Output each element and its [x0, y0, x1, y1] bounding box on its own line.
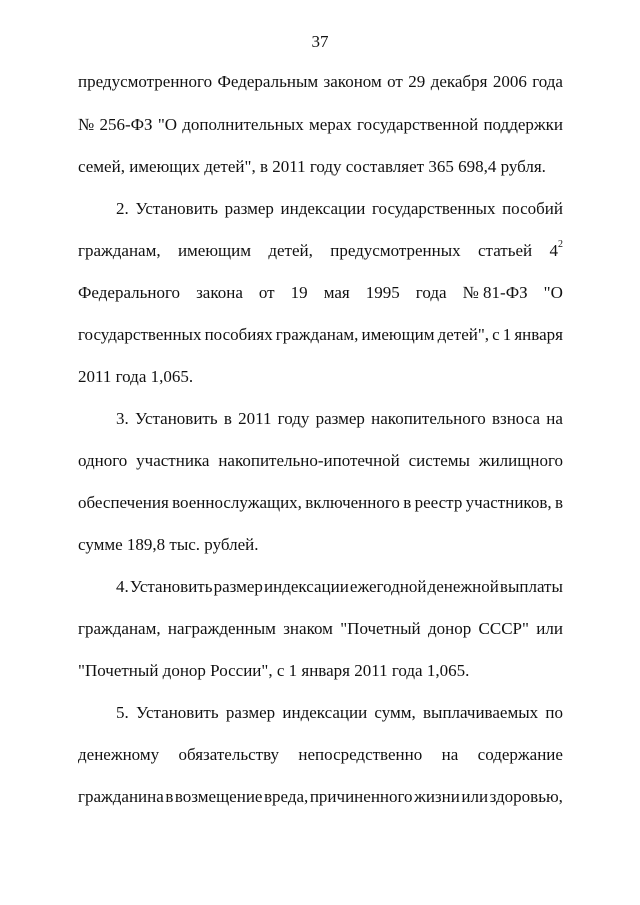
text-line	[78, 115, 563, 137]
word: 2.	[116, 199, 129, 218]
word: имеющим	[177, 241, 251, 260]
word: выплачиваемых	[423, 703, 539, 722]
word: причиненного	[309, 787, 413, 806]
word: года	[415, 283, 447, 302]
word: СССР"	[478, 619, 529, 638]
word: поддержки	[483, 115, 563, 134]
word: гражданам,	[275, 325, 359, 344]
word: непосредственно	[298, 745, 423, 764]
word: 19	[290, 283, 308, 302]
word: Установить	[134, 409, 218, 428]
word: года	[532, 72, 563, 91]
word: дополнительных	[182, 115, 304, 134]
word: пособиях	[204, 325, 273, 344]
word: 1995	[365, 283, 400, 302]
word: государственных	[78, 325, 202, 344]
word: жизни	[414, 787, 460, 806]
word: знаком	[283, 619, 333, 638]
word: взноса	[491, 409, 541, 428]
word: № 81-ФЗ	[462, 283, 528, 302]
text-line	[78, 451, 563, 473]
word: размер	[224, 199, 274, 218]
word: статьей	[478, 241, 533, 260]
word: от	[387, 72, 403, 91]
word: на	[441, 745, 459, 764]
word: мая	[323, 283, 350, 302]
word: гражданина	[78, 787, 164, 806]
word: индексации	[282, 703, 368, 722]
word: денежному	[78, 745, 160, 764]
text-line	[78, 72, 563, 94]
text-line	[116, 577, 563, 599]
text-line: семей, имеющих детей", в 2011 году составляет 365 698,4 рубля.	[78, 157, 546, 176]
word: закона	[196, 283, 243, 302]
text-line	[116, 409, 563, 431]
word: году	[277, 409, 310, 428]
word: Федерального	[78, 283, 181, 302]
word: в	[554, 493, 563, 512]
word: системы	[408, 451, 470, 470]
word: накопительно-ипотечной	[218, 451, 400, 470]
word: в	[403, 493, 412, 512]
word: имеющим	[361, 325, 435, 344]
word: включенного	[305, 493, 400, 512]
word: от	[258, 283, 275, 302]
word: с	[492, 325, 500, 344]
word	[549, 241, 563, 263]
word: "О	[157, 115, 178, 134]
word: участника	[136, 451, 210, 470]
word: 256-ФЗ	[99, 115, 153, 134]
word: предусмотренного	[78, 72, 213, 91]
word: денежной	[427, 577, 499, 596]
text-line: "Почетный донор России", с 1 января 2011 года 1,065.	[78, 661, 470, 680]
word: или	[536, 619, 563, 638]
word: размер	[315, 409, 365, 428]
word: жилищного	[478, 451, 563, 470]
word: детей",	[437, 325, 490, 344]
word: возмещение	[174, 787, 263, 806]
word: по	[545, 703, 563, 722]
word: государственной	[357, 115, 479, 134]
word: 4.	[116, 577, 129, 596]
word: Федеральным	[217, 72, 319, 91]
word: вреда,	[264, 787, 309, 806]
word: гражданам,	[78, 241, 161, 260]
word: ежегодной	[349, 577, 427, 596]
word: накопительного	[371, 409, 486, 428]
text-line	[78, 787, 563, 809]
word: реестр	[414, 493, 463, 512]
word: 1	[502, 325, 512, 344]
word: на	[546, 409, 563, 428]
word: Установить	[129, 577, 213, 596]
word: индексации	[280, 199, 366, 218]
word: "Почетный	[340, 619, 421, 638]
text-line	[78, 619, 563, 641]
word: 3.	[116, 409, 129, 428]
text-line	[78, 283, 563, 305]
word: размер	[225, 703, 276, 722]
word: 2011	[238, 409, 272, 428]
word: сумм,	[374, 703, 416, 722]
word: предусмотренных	[330, 241, 461, 260]
text-line	[116, 199, 563, 221]
word: здоровью,	[489, 787, 563, 806]
word: "О	[543, 283, 563, 302]
word: военнослужащих,	[172, 493, 302, 512]
text-line	[78, 325, 563, 347]
word: одного	[78, 451, 128, 470]
page-number: 37	[311, 32, 329, 51]
word: донор	[427, 619, 472, 638]
text-line: 2011 года 1,065.	[78, 367, 194, 386]
word: содержание	[477, 745, 563, 764]
word: 5.	[116, 703, 129, 722]
word: мерах	[308, 115, 352, 134]
text-line	[78, 241, 563, 263]
word: обеспечения	[78, 493, 169, 512]
word: размер	[213, 577, 263, 596]
word: 2006	[492, 72, 527, 91]
word: награжденным	[167, 619, 276, 638]
superscript: 2	[557, 239, 563, 250]
word: января	[514, 325, 563, 344]
word: пособий	[502, 199, 563, 218]
word: Установить	[135, 199, 218, 218]
word: участников,	[465, 493, 552, 512]
word: или	[461, 787, 489, 806]
article-number: 4	[549, 241, 558, 260]
word: декабря	[430, 72, 488, 91]
word: 29	[408, 72, 426, 91]
word: законом	[323, 72, 382, 91]
word: государственных	[371, 199, 496, 218]
word: обязательству	[178, 745, 280, 764]
word: индексации	[264, 577, 349, 596]
word: выплаты	[499, 577, 563, 596]
word: гражданам,	[78, 619, 161, 638]
word: детей,	[268, 241, 313, 260]
word: в	[165, 787, 174, 806]
word: в	[223, 409, 232, 428]
text-line	[78, 493, 563, 515]
word: №	[78, 115, 95, 134]
text-line: сумме 189,8 тыс. рублей.	[78, 535, 259, 554]
word: Установить	[135, 703, 219, 722]
text-line	[116, 703, 563, 725]
text-line	[78, 745, 563, 767]
